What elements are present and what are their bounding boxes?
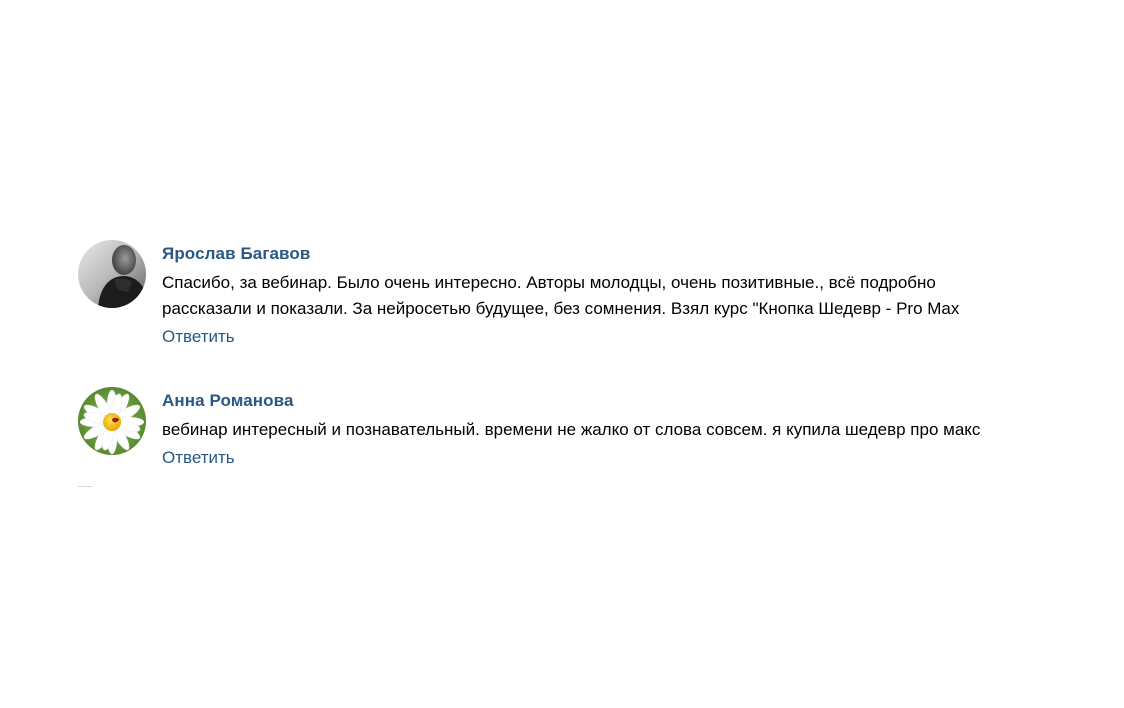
comment-item: [78, 240, 1088, 360]
reply-button[interactable]: Ответить: [162, 448, 235, 467]
comment-content: [162, 390, 1088, 469]
avatar[interactable]: [78, 387, 146, 455]
comments-list: [78, 240, 1088, 507]
comment-text: [162, 270, 1088, 322]
divider: [78, 486, 92, 487]
comment-content: [162, 243, 1088, 348]
comment-item: [78, 387, 1088, 507]
comment-author-name[interactable]: Анна Романова: [162, 391, 294, 410]
comment-author-name[interactable]: Ярослав Багавов: [162, 244, 311, 263]
user-photo-avatar-icon: [78, 240, 146, 308]
comment-text-line: Спасибо, за вебинар. Было очень интересно. Авторы молодцы, очень позитивные., всё подробно: [162, 273, 936, 292]
comment-text: [162, 417, 1088, 443]
comment-text-line: вебинар интересный и познавательный. времени не жалко от слова совсем. я купила шедевр про макс: [162, 420, 981, 439]
daisy-photo-avatar-icon: [78, 387, 146, 455]
avatar[interactable]: [78, 240, 146, 308]
reply-button[interactable]: Ответить: [162, 327, 235, 346]
comment-text-line: рассказали и показали. За нейросетью будущее, без сомнения. Взял курс "Кнопка Шедевр - Pro Max: [162, 299, 960, 318]
